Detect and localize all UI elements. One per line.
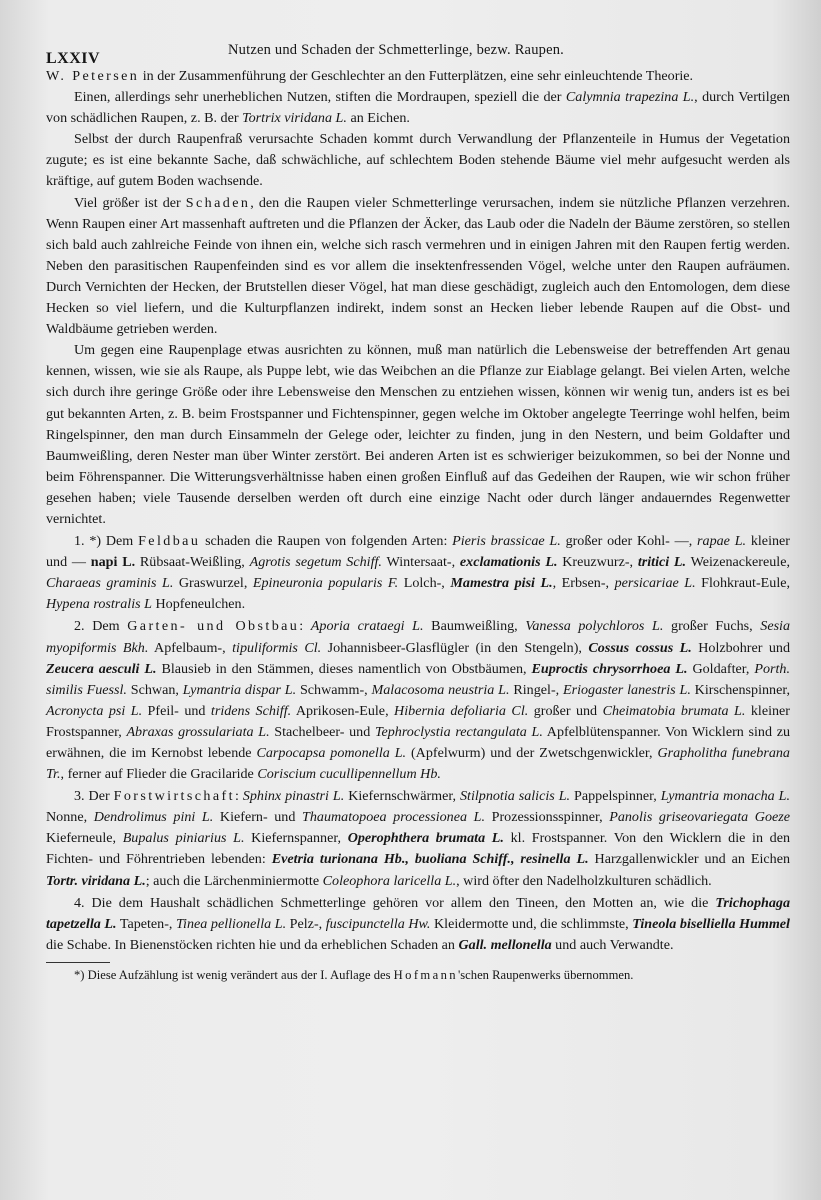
species-name: Hypena rostralis L bbox=[46, 596, 152, 613]
species-name: Thaumatopoea processionea L. bbox=[302, 809, 486, 826]
paragraph-theory bbox=[46, 66, 790, 87]
species-name: Sesia myopiformis Bkh. bbox=[46, 618, 791, 656]
species-name: Acronycta psi L. bbox=[46, 702, 143, 719]
species-name: Euproctis chrysorrhoea L. bbox=[531, 660, 688, 677]
item-text: Schwamm-, bbox=[296, 681, 372, 698]
item-text: : bbox=[234, 788, 243, 805]
paragraph-text: , durch Vertilgen von schädlichen Raupen, z. B. der bbox=[46, 89, 790, 127]
species-name: Tineola biselliella Hummel bbox=[632, 915, 790, 932]
item-text: Pappelspinner, bbox=[570, 788, 661, 805]
footnote-divider bbox=[46, 962, 110, 963]
item-text: Weizenackereule, bbox=[686, 554, 790, 571]
species-name: Lymantria monacha L. bbox=[660, 788, 791, 805]
species-name: Malacosoma neustria L. bbox=[371, 681, 510, 698]
species-name: Aporia crataegi L. bbox=[310, 618, 424, 635]
item-text: Hopfeneulchen. bbox=[151, 596, 246, 613]
species-name: rapae L. bbox=[697, 533, 747, 550]
species-name: Vanessa polychloros L. bbox=[525, 618, 664, 635]
species-name: Bupalus piniarius L. bbox=[122, 830, 245, 847]
item-text: Pelz-, bbox=[286, 915, 326, 932]
page-body bbox=[46, 66, 790, 984]
item-text: , ferner auf Flieder die Gracilaride bbox=[60, 766, 258, 783]
species-name: Trichophaga tapetzella L. bbox=[46, 894, 790, 932]
item-text: Kreuzwurz-, bbox=[557, 554, 638, 571]
species-name: Hibernia defoliaria Cl. bbox=[394, 702, 529, 719]
item-text: Lolch-, bbox=[398, 575, 451, 592]
item-text: Schwan, bbox=[126, 681, 183, 698]
emphasis-spaced: Feldbau bbox=[138, 533, 201, 550]
list-item-forstwirtschaft bbox=[46, 786, 790, 891]
item-text: , Erbsen-, bbox=[552, 575, 615, 592]
species-name: persicariae L. bbox=[614, 575, 696, 592]
item-text: 4. Die dem Haushalt schädlichen Schmetterlinge gehören vor allem den Tineen, den Motten an, wie die bbox=[74, 894, 716, 911]
item-text: Kiefern- und bbox=[213, 809, 303, 826]
paragraph-damage bbox=[46, 193, 790, 341]
item-text: großer Fuchs, bbox=[663, 618, 761, 635]
species-name: tipuliformis Cl. bbox=[232, 639, 322, 656]
item-text: Aprikosen-Eule, bbox=[291, 702, 395, 719]
species-name: Charaeas graminis L. bbox=[46, 575, 174, 592]
list-item-gartenbau bbox=[46, 616, 790, 785]
footnote-text bbox=[46, 967, 790, 984]
species-name: Tortrix viridana L. bbox=[242, 110, 347, 127]
species-name: Coriscium cucullipennellum Hb. bbox=[257, 766, 441, 783]
emphasis-spaced: Forstwirtschaft bbox=[113, 788, 235, 805]
item-text: Johannisbeer-Glasflügler (in den Stengeln), bbox=[321, 639, 589, 656]
species-name: Lymantria dispar L. bbox=[182, 681, 297, 698]
species-name: napi L. bbox=[90, 554, 136, 571]
species-name: Grapholitha funebrana Tr. bbox=[46, 745, 790, 783]
item-text: Wintersaat-, bbox=[381, 554, 460, 571]
species-name: Zeucera aesculi L. bbox=[46, 660, 157, 677]
running-title: Nutzen und Schaden der Schmetterlinge, bezw. Raupen. bbox=[228, 42, 565, 58]
species-name: Epineuronia popularis F. bbox=[252, 575, 399, 592]
item-text: Holzbohrer und bbox=[691, 639, 790, 656]
emphasis-spaced: Schaden bbox=[185, 194, 251, 211]
item-text: Tapeten-, bbox=[116, 915, 176, 932]
species-name: Gall. mellonella bbox=[458, 936, 552, 953]
species-name: Stilpnotia salicis L. bbox=[459, 788, 571, 805]
item-text: Ringel-, bbox=[509, 681, 563, 698]
item-text: kl. Frostspanner. Von den Wicklern die in den Fichten- und Föhrentrieben lebenden: bbox=[46, 830, 791, 868]
item-text: kleiner Frostspanner, bbox=[46, 702, 791, 740]
species-name: Calymnia trapezina L. bbox=[565, 89, 695, 106]
page-header bbox=[46, 40, 790, 66]
item-text: Pfeil- und bbox=[142, 702, 211, 719]
species-name: Carpocapsa pomonella L. bbox=[256, 745, 407, 761]
item-text: Harzgallenwickler und an Eichen bbox=[588, 851, 790, 868]
item-text: Stachelbeer- und bbox=[269, 723, 375, 740]
paragraph-humus: Selbst der durch Raupenfraß verursachte Schaden kommt durch Verwandlung der Pflanzenteile in Humus der Vegetation zugute; es ist eine bekannte Sache, daß schwächliche, auf schlechtem Boden stehende Bäume viel mehr aufgesucht werden als kräftige, auf gutem Boden wachsende. bbox=[46, 131, 790, 190]
paragraph-text: Viel größer ist der bbox=[74, 194, 186, 211]
species-name: Abraxas grossulariata L. bbox=[126, 723, 270, 740]
item-text: großer und bbox=[528, 702, 603, 719]
paragraph-text: in der Zusammenführung der Geschlechter an den Futterplätzen, eine sehr einleuchtende Theorie. bbox=[139, 68, 694, 84]
item-text: Kleidermotte und, die schlimmste, bbox=[430, 915, 633, 932]
item-text: Kiefernspanner, bbox=[244, 830, 348, 847]
list-item-feldbau bbox=[46, 531, 790, 615]
paragraph-control: Um gegen eine Raupenplage etwas ausrichten zu können, muß man natürlich die Lebensweise der betreffenden Art genau kennen, wissen, wie sie als Raupe, als Puppe lebt, wie das Weibchen an die Pflanze zur Eiablage gelangt. Bei vielen Arten, welche sich durch ihre geringe Größe oder ihre Lebensweise den Menschen zu entziehen wissen, können wir wenig tun, anders ist es bei gut bekannten Arten, z. B. beim Frostspanner und Fichtenspinner, gegen welche im Oktober angelegte Teerringe wohl helfen, beim Ringelspinner, den man durch Einsammeln der Gelege oder, leichter zu finden, jung in den Nestern, und beim Goldafter und Baumweißling, deren Nester man über Winter zerstört. Bei anderen Arten ist es schwieriger beizukommen, so bei der Nonne und beim Föhrenspanner. Die Witterungsverhältnisse haben einen großen Einfluß auf das Gedeihen der Raupen, wie wir schon früher gesehen haben; viele Tausende derselben werden oft durch eine einzige Nacht oder durch länger andauerndes Regenwetter vernichtet. bbox=[46, 342, 790, 527]
item-text: (Apfelwurm) und der Zwetschgenwickler, bbox=[406, 745, 658, 761]
item-text: Kirschenspinner, bbox=[690, 681, 790, 698]
species-name: Agrotis segetum Schiff. bbox=[249, 554, 382, 571]
item-text: Goldafter, bbox=[687, 660, 755, 677]
paragraph-benefit bbox=[46, 87, 790, 129]
item-text: großer oder Kohl- —, bbox=[560, 533, 698, 550]
item-text: ; auch die Lärchenminiermotte bbox=[145, 872, 323, 889]
item-text: , wird öfter den Nadelholzkulturen schädlich. bbox=[456, 872, 712, 889]
item-text: Baumweißling, bbox=[423, 618, 526, 635]
item-text: Kiefernschwärmer, bbox=[344, 788, 460, 805]
species-name: Tortr. viridana L. bbox=[46, 872, 146, 889]
footnote-part: 'schen Raupenwerks übernommen. bbox=[458, 967, 634, 982]
list-item-haushalt bbox=[46, 893, 790, 956]
item-text: : bbox=[299, 618, 311, 635]
species-name: tritici L. bbox=[637, 554, 687, 571]
species-name: Sphinx pinastri L. bbox=[242, 788, 345, 805]
item-text: Rübsaat-Weißling, bbox=[135, 554, 250, 571]
item-text: Flohkraut-Eule, bbox=[695, 575, 791, 592]
species-name: fuscipunctella Hw. bbox=[325, 915, 431, 932]
species-name: Panolis griseovariegata Goeze bbox=[609, 809, 790, 826]
species-name: tridens Schiff. bbox=[210, 702, 292, 719]
species-name: Cossus cossus L. bbox=[588, 639, 692, 656]
species-name: Mamestra pisi L. bbox=[450, 575, 553, 592]
author-name: W. Petersen bbox=[46, 68, 140, 84]
species-name: Tinea pellionella L. bbox=[176, 915, 287, 932]
species-name: Cheimatobia brumata L. bbox=[602, 702, 746, 719]
emphasis-spaced: Garten- und Obstbau bbox=[127, 618, 300, 635]
item-text: Blausieb in den Stämmen, dieses namentlich von Obstbäumen, bbox=[156, 660, 532, 677]
item-text: 3. Der bbox=[74, 788, 114, 805]
item-text: die Schabe. In Bienenstöcken richten hie und da erheblichen Schaden an bbox=[46, 936, 459, 953]
item-text: Prozessionsspinner, bbox=[485, 809, 610, 826]
paragraph-text: Einen, allerdings sehr unerheblichen Nutzen, stiften die Mordraupen, speziell die der bbox=[74, 89, 566, 106]
footnote-part: *) Diese Aufzählung ist wenig verändert aus der I. Auflage des bbox=[74, 967, 394, 982]
species-name: Eriogaster lanestris L. bbox=[562, 681, 691, 698]
paragraph-text: an Eichen. bbox=[346, 110, 410, 127]
item-text: Graswurzel, bbox=[173, 575, 253, 592]
species-name: Coleophora laricella L. bbox=[322, 872, 457, 889]
species-name: Dendrolimus pini L. bbox=[93, 809, 214, 826]
item-text: Nonne, bbox=[46, 809, 94, 826]
species-name: Porth. similis Fuessl. bbox=[46, 660, 791, 698]
item-text: und auch Verwandte. bbox=[551, 936, 674, 953]
item-text: 1. *) Dem bbox=[74, 533, 139, 550]
species-name: Pieris brassicae L. bbox=[452, 533, 561, 550]
species-name: Operophthera brumata L. bbox=[347, 830, 504, 847]
species-name: exclamationis L. bbox=[459, 554, 558, 571]
item-text: 2. Dem bbox=[74, 618, 128, 635]
species-name: Tephroclystia rectangulata L. bbox=[374, 723, 543, 740]
emphasis-spaced: Hofmann bbox=[393, 967, 459, 982]
item-text: kleiner und — bbox=[46, 533, 790, 571]
item-text: Apfelblütenspanner. Von Wicklern sind zu erwähnen, die im Kernobst lebende bbox=[46, 723, 791, 761]
item-text: Apfelbaum-, bbox=[148, 639, 233, 656]
paragraph-text: , den die Raupen vieler Schmetterlinge verursachen, indem sie nützliche Pflanzen verzehren. Wenn Raupen einer Art massenhaft auftreten und die Pflanzen der Äcker, das Laub oder die Nadeln der Bäume zerstören, so stellen sich bald auch zahlreiche Feinde von ihnen ein, welche sich rasch vermehren und in einigen Jahren mit den Raupen fertig werden. Neben den parasitischen Raupenfeinden sind es vor allem die insektenfressenden Vögel, welche unter den Raupen aufräumen. Durch Vernichten der Hecken, der Brutstellen dieser Vögel, hat man diese geschädigt, zugleich auch den Entomologen, dem diese Hecken so viel liefern, und die Kulturpflanzen indirekt, indem sonst an Hecken lieber lebende Raupen auf die Obst- und Waldbäume getrieben werden. bbox=[46, 194, 790, 338]
item-text: schaden die Raupen von folgenden Arten: bbox=[200, 533, 453, 550]
footnote bbox=[46, 967, 790, 984]
species-name: Evetria turionana Hb., buoliana Schiff., resinella L. bbox=[271, 851, 589, 868]
page-number: LXXIV bbox=[46, 50, 101, 67]
item-text: Kieferneule, bbox=[46, 830, 123, 847]
